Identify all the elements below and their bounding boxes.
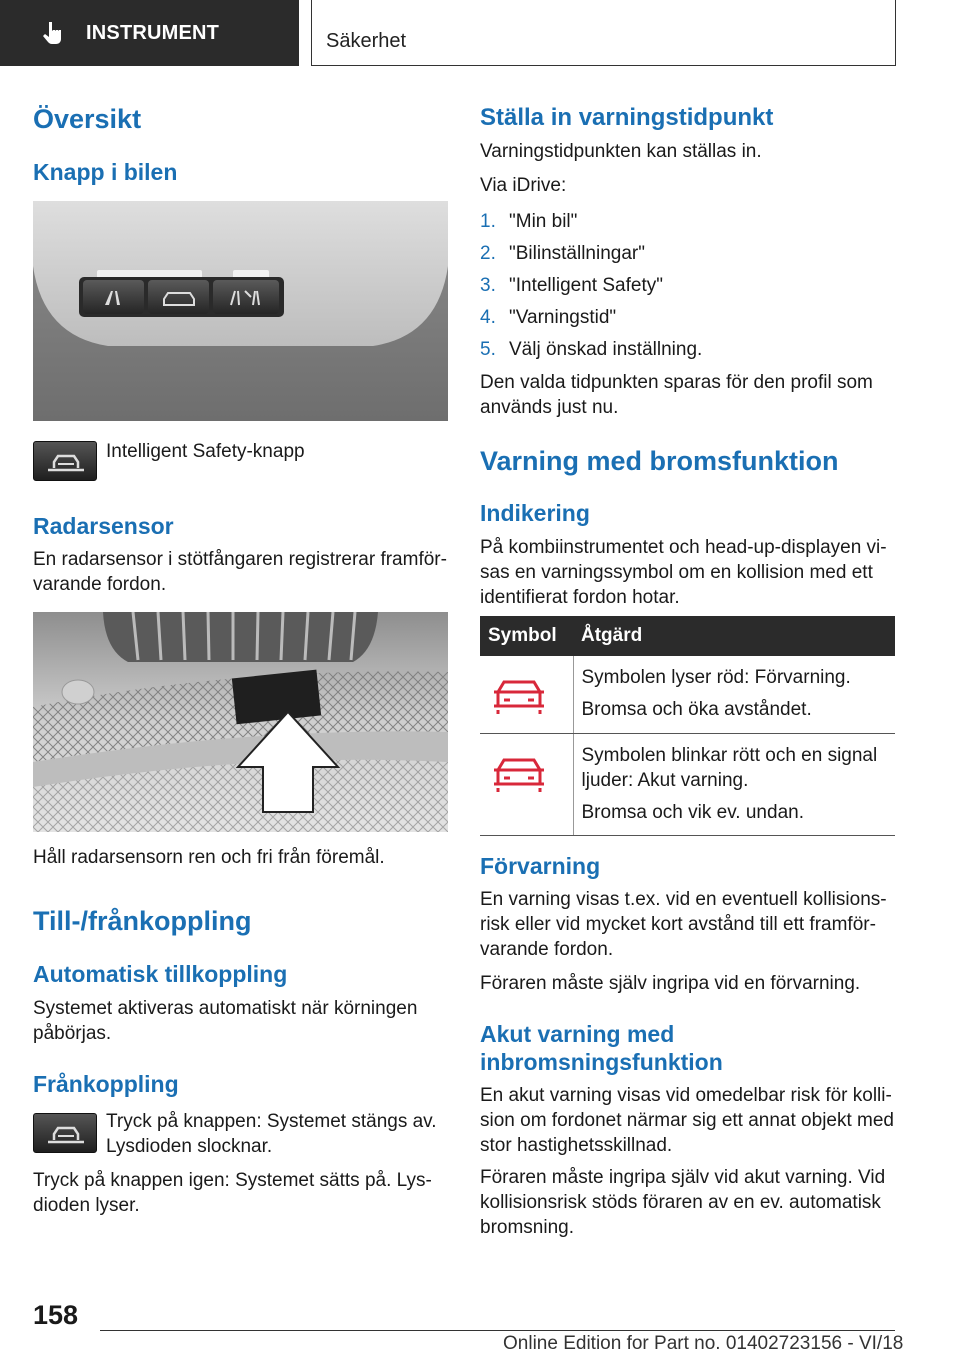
button-caption: Intelligent Safety-knapp xyxy=(106,441,305,462)
radar-text: En radarsensor i stötfångaren registrerar framförvarande fordon. xyxy=(33,549,447,595)
heading-till-frankoppling: Till-/frånkoppling xyxy=(33,906,252,936)
symbol-table xyxy=(480,616,895,836)
akut-text2: Föraren måste ingripa själv vid akut varning. Vid kollisionsrisk stöds föraren av en ev. automatisk bromsning. xyxy=(480,1167,886,1238)
akut-text: En akut varning visas vid omedelbar risk för kollision om fordonet närmar sig ett annat objekt med stor hastighetsskillnad. xyxy=(480,1085,895,1156)
heading-knapp: Knapp i bilen xyxy=(33,159,178,185)
symbol-cell xyxy=(480,734,573,836)
page-header xyxy=(0,0,960,66)
stalla-text: Varningstidpunkten kan ställas in. xyxy=(480,141,762,162)
col-symbol: Symbol xyxy=(480,616,573,656)
heading-stalla-in: Ställa in varningstidpunkt xyxy=(480,104,774,131)
hand-pointer-icon xyxy=(40,20,66,46)
radar-bumper-photo xyxy=(33,612,448,832)
intelligent-safety-button-icon xyxy=(33,1113,97,1153)
col-atgard: Åtgärd xyxy=(573,616,895,656)
saved-text: Den valda tidpunkten sparas för den profil som används just nu. xyxy=(480,372,873,418)
list-item: 4. "Varningstid" xyxy=(480,307,617,328)
indik-text: På kombiinstrumentet och head-up-displayen visas en varningssymbol om en kollision med ett identifierat fordon hotar. xyxy=(480,537,887,608)
forv-text: En varning visas t.ex. vid en eventuell kollisionsrisk eller vid mycket kort avstånd till ett framförvarande fordon. xyxy=(480,889,887,960)
heading-varning-bromsfunktion: Varning med bromsfunktion xyxy=(480,446,839,476)
edition-text: Online Edition for Part no. 01402723156 - VI/18 xyxy=(503,1333,904,1354)
footer-divider xyxy=(100,1330,895,1331)
list-item: 3. "Intelligent Safety" xyxy=(480,275,663,296)
intelligent-safety-button-icon xyxy=(33,441,97,481)
auto-text: Systemet aktiveras automatiskt när körningen påbörjas. xyxy=(33,998,418,1044)
heading-radarsensor: Radarsensor xyxy=(33,513,174,539)
action-cell: Symbolen lyser röd: Förvarning. Bromsa och öka avståndet. xyxy=(573,656,895,734)
fran-text: Tryck på knappen igen: Systemet sätts på. Lysdioden lyser. xyxy=(33,1170,432,1216)
list-item: 5. Välj önskad inställning. xyxy=(480,339,703,360)
forv-text2: Föraren måste själv ingripa vid en förvarning. xyxy=(480,973,861,994)
radar-caption: Håll radarsensorn ren och fri från föremål. xyxy=(33,847,385,868)
heading-akut-varning: Akut varning med inbromsningsfunktion xyxy=(480,1021,723,1075)
table-row xyxy=(480,656,895,734)
heading-frankoppling: Frånkoppling xyxy=(33,1071,179,1097)
fran-caption: Tryck på knappen: Systemet stängs av. Lysdioden slocknar. xyxy=(106,1111,437,1157)
heading-forvarning: Förvarning xyxy=(480,853,601,879)
car-warning-icon xyxy=(488,676,550,716)
symbol-cell xyxy=(480,656,573,734)
action-cell: Symbolen blinkar rött och en signal ljuder: Akut varning. Bromsa och vik ev. undan. xyxy=(573,734,895,836)
list-item: 2. "Bilinställningar" xyxy=(480,243,645,264)
list-item: 1. "Min bil" xyxy=(480,211,578,232)
table-row xyxy=(480,734,895,836)
button-panel-photo xyxy=(33,201,448,421)
section-title: INSTRUMENT xyxy=(86,21,220,44)
via-idrive: Via iDrive: xyxy=(480,175,567,196)
heading-oversikt: Översikt xyxy=(33,104,142,134)
chapter-title: Säkerhet xyxy=(326,30,407,52)
section-tab[interactable] xyxy=(0,0,299,66)
table-header-row xyxy=(480,616,895,656)
car-warning-icon xyxy=(488,754,550,794)
heading-indikering: Indikering xyxy=(480,500,590,526)
heading-automatisk: Automatisk tillkoppling xyxy=(33,961,288,987)
page-number: 158 xyxy=(33,1300,79,1330)
chapter-tab xyxy=(311,0,896,66)
